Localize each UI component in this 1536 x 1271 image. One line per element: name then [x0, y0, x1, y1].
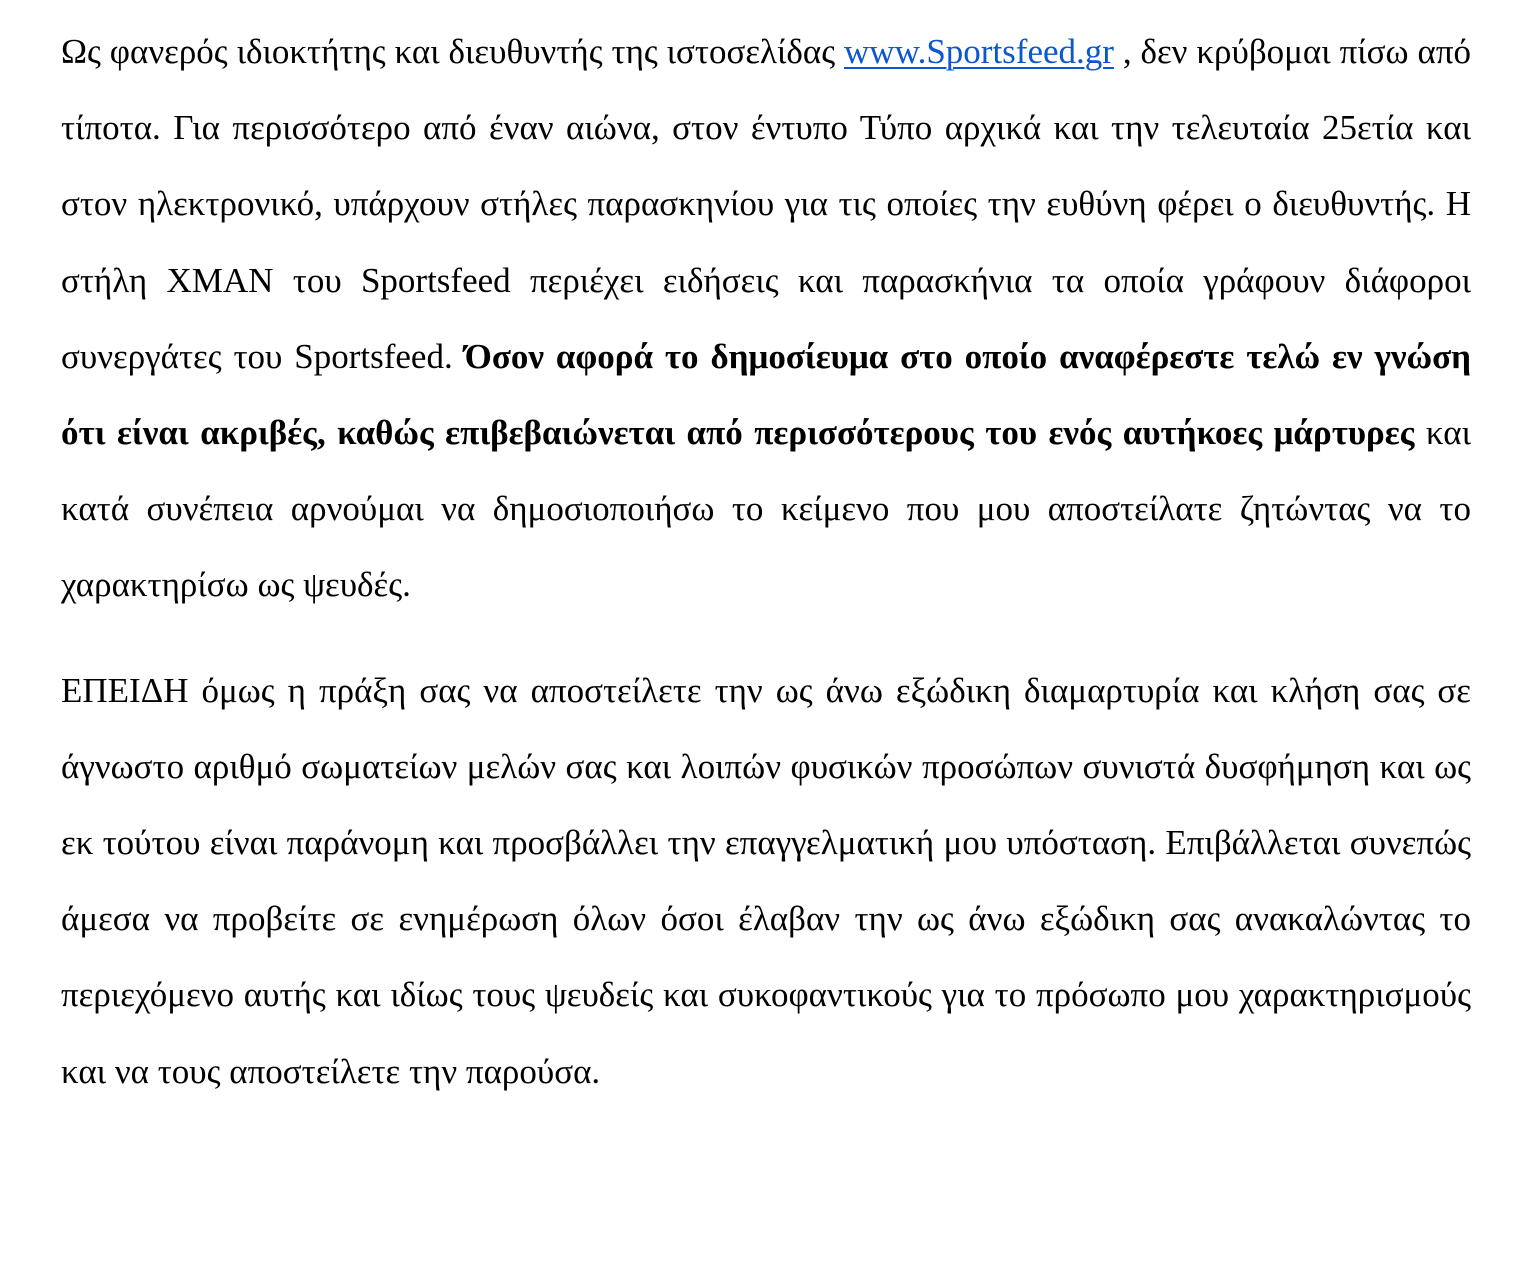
paragraph-2-text: ΕΠΕΙΔΗ όμως η πράξη σας να αποστείλετε την ως άνω εξώδικη διαμαρτυρία και κλήση σας σε άγνωστο αριθμό σωματείων μελών σας και λοιπών φυσικών προσώπων συνιστά δυσφήμηση και ως εκ τούτου είναι παράνομη και προσβάλλει την επαγγελματική μου υπόσταση. Επιβάλλεται συνεπώς άμεσα να προβείτε σε ενημέρωση όλων όσοι έλαβαν την ως άνω εξώδικη σας ανακαλώντας το περιεχόμενο αυτής και ιδίως τους ψευδείς και συκοφαντικούς για το πρόσωπο μου χαρακτηρισμούς και να τους αποστείλετε την παρούσα.	[61, 670, 1471, 1091]
paragraph-1-bold-statement: Όσον αφορά το δημοσίευμα στο οποίο αναφέρεστε τελώ εν γνώση ότι είναι ακριβές, καθώς επιβεβαιώνεται από περισσότερους του ενός αυτήκοες μάρτυρες	[61, 336, 1471, 453]
paragraph-1	[61, 14, 1471, 624]
document-body	[61, 14, 1471, 1110]
paragraph-1-text-start: Ως φανερός ιδιοκτήτης και διευθυντής της ιστοσελίδας	[61, 32, 845, 71]
sportsfeed-link[interactable]: www.Sportsfeed.gr	[844, 32, 1114, 71]
paragraph-1-text-middle: , δεν κρύβομαι πίσω από τίποτα. Για περισσότερο από έναν αιώνα, στον έντυπο Τύπο αρχικά και την τελευταία 25ετία και στον ηλεκτρονικό, υπάρχουν στήλες παρασκηνίου για τις οποίες την ευθύνη φέρει ο διευθυντής. Η στήλη XMAN του Sportsfeed περιέχει ειδήσεις και παρασκήνια τα οποία γράφουν διάφοροι συνεργάτες του Sportsfeed.	[61, 32, 1471, 376]
paragraph-1-text-end: και κατά συνέπεια αρνούμαι να δημοσιοποιήσω το κείμενο που μου αποστείλατε ζητώντας να το χαρακτηρίσω ως ψευδές.	[61, 413, 1471, 605]
paragraph-2	[61, 653, 1471, 1110]
